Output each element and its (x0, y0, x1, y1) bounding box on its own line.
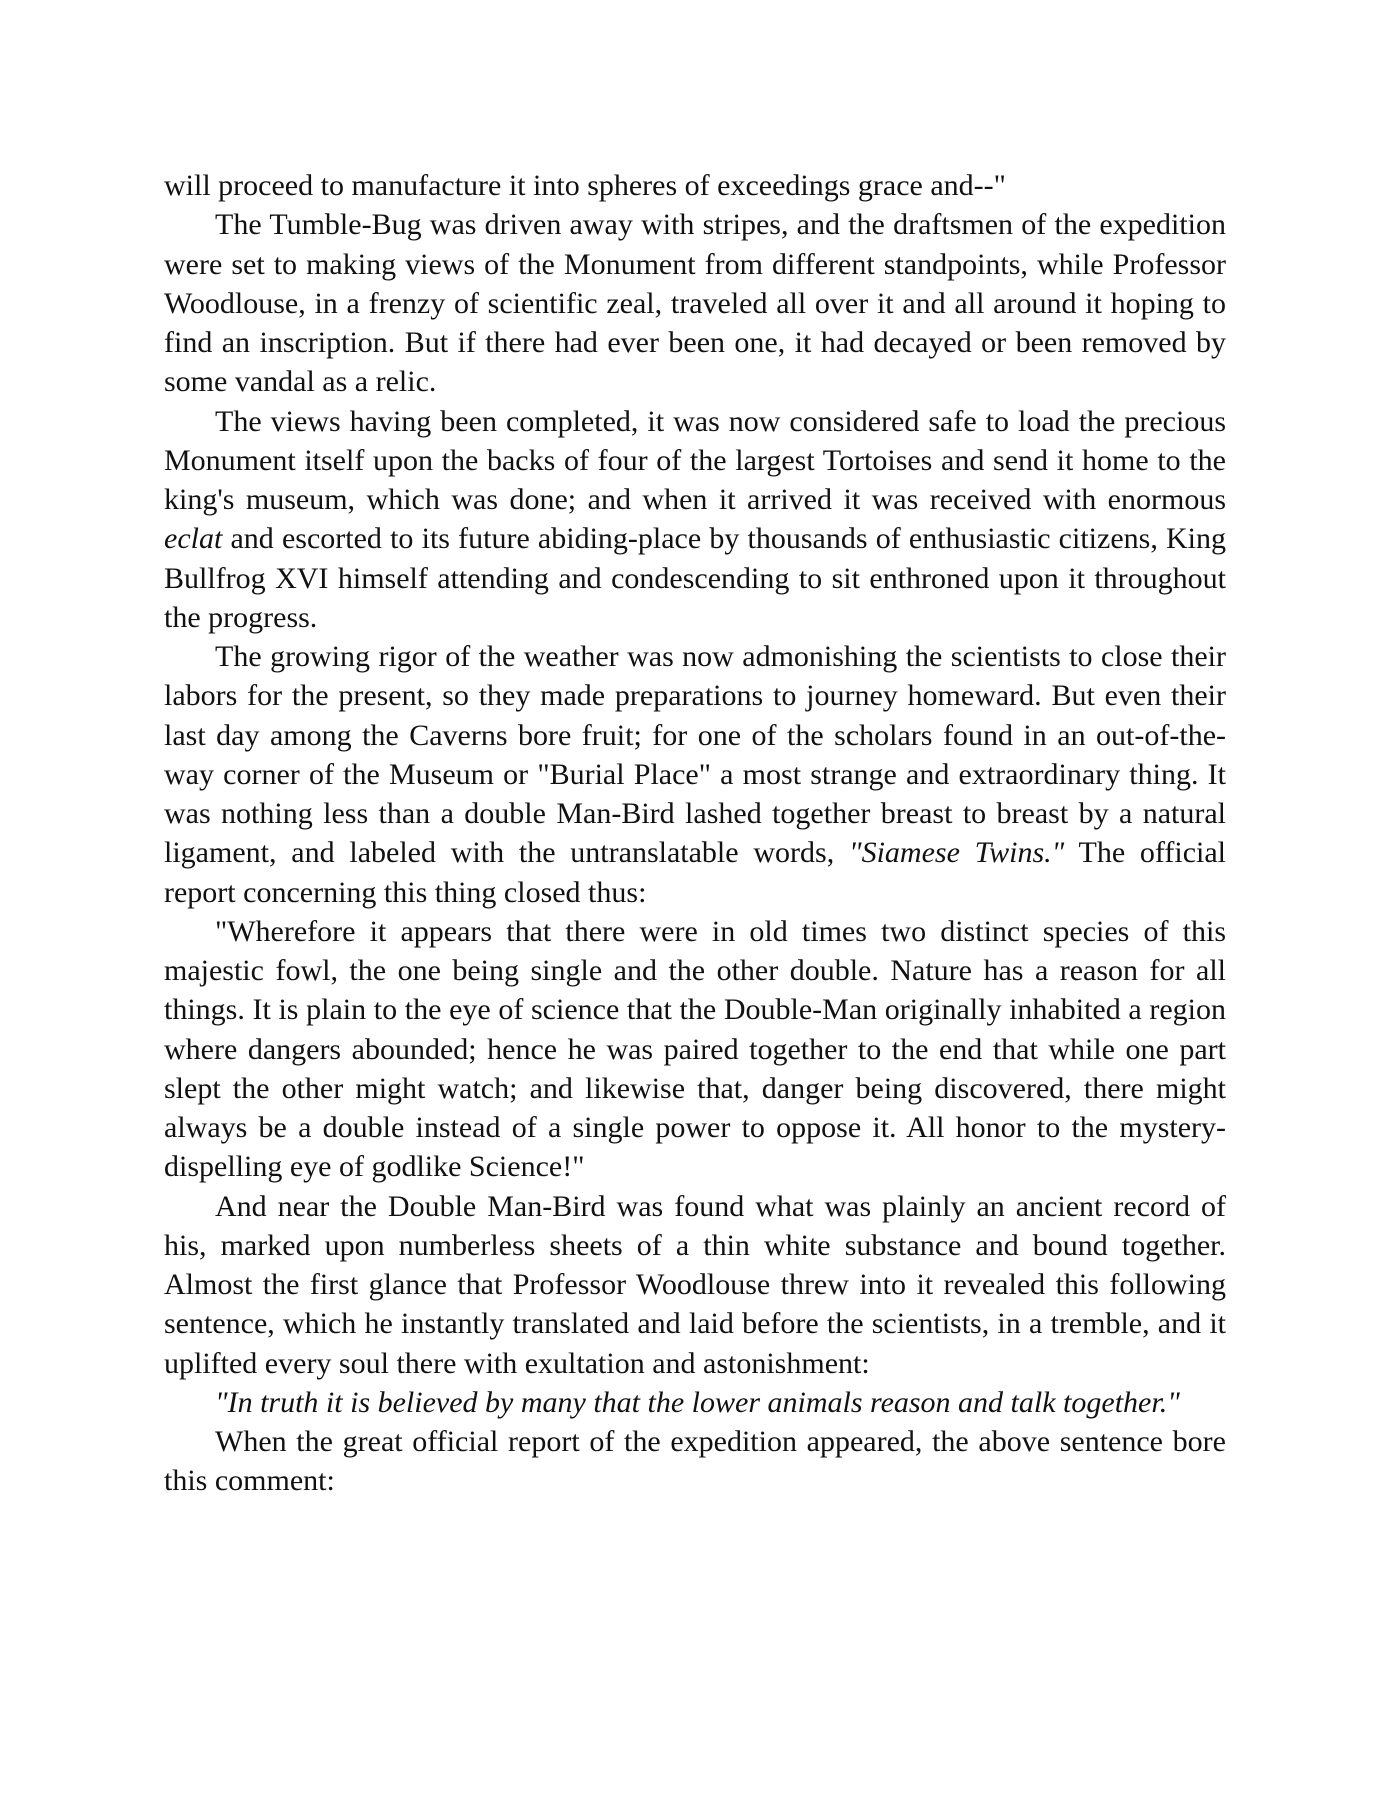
paragraph-6 (164, 1187, 1226, 1383)
paragraph-1 (164, 166, 1226, 205)
text-segment: When the great official report of the expedition appeared, the above sentence bore this comment: (164, 1425, 1226, 1498)
italic-text-segment: eclat (164, 522, 223, 556)
italic-text-segment: "Siamese Twins." (848, 836, 1065, 870)
text-segment: will proceed to manufacture it into spheres of exceedings grace and--" (164, 169, 1006, 202)
text-segment: "Wherefore it appears that there were in old times two distinct species of this majestic fowl, the one being single and the other double. Nature has a reason for all things. It is plain to the eye of science that the Double-Man originally inhabited a region where dangers abounded; hence he was paired together to the end that while one part slept the other might watch; and likewise that, danger being discovered, there might always be a double instead of a single power to oppose it. All honor to the mystery-dispelling eye of godlike Science!" (164, 914, 1226, 1184)
text-segment: The views having been completed, it was now considered safe to load the precious Monument itself upon the backs of four of the largest Tortoises and send it home to the king's museum, which was done; and when it arrived it was received with enormous (164, 404, 1226, 516)
text-segment: The Tumble-Bug was driven away with stripes, and the draftsmen of the expedition were set to making views of the Monument from different standpoints, while Professor Woodlouse, in a frenzy of scientific zeal, traveled all over it and all around it hoping to find an inscription. But if there had ever been one, it had decayed or been removed by some vandal as a relic. (164, 208, 1226, 399)
page-body (164, 166, 1226, 1501)
text-segment: The growing rigor of the weather was now admonishing the scientists to close their labors for the present, so they made preparations to journey homeward. But even their last day among the Caverns bore fruit; for one of the scholars found in an out-of-the-way corner of the Museum or "Burial Place" a most strange and extraordinary thing. It was nothing less than a double Man-Bird lashed together breast to breast by a natural ligament, and labeled with the untranslatable words, (164, 640, 1226, 870)
italic-text-segment: "In truth it is believed by many that the lower animals reason and talk together." (215, 1385, 1180, 1419)
paragraph-7-quote (164, 1383, 1226, 1422)
paragraph-5 (164, 912, 1226, 1187)
text-segment: And near the Double Man-Bird was found what was plainly an ancient record of his, marked upon numberless sheets of a thin white substance and bound together. Almost the first glance that Professor Woodlouse threw into it revealed this following sentence, which he instantly translated and laid before the scientists, in a tremble, and it uplifted every soul there with exultation and astonishment: (164, 1189, 1226, 1380)
text-segment: and escorted to its future abiding-place by thousands of enthusiastic citizens, King Bullfrog XVI himself attending and condescending to sit enthroned upon it throughout the progress. (164, 522, 1226, 634)
paragraph-4 (164, 637, 1226, 912)
paragraph-3 (164, 402, 1226, 638)
paragraph-8 (164, 1422, 1226, 1501)
text-segment: The official report concerning this thing closed thus: (164, 836, 1226, 909)
paragraph-2 (164, 205, 1226, 401)
